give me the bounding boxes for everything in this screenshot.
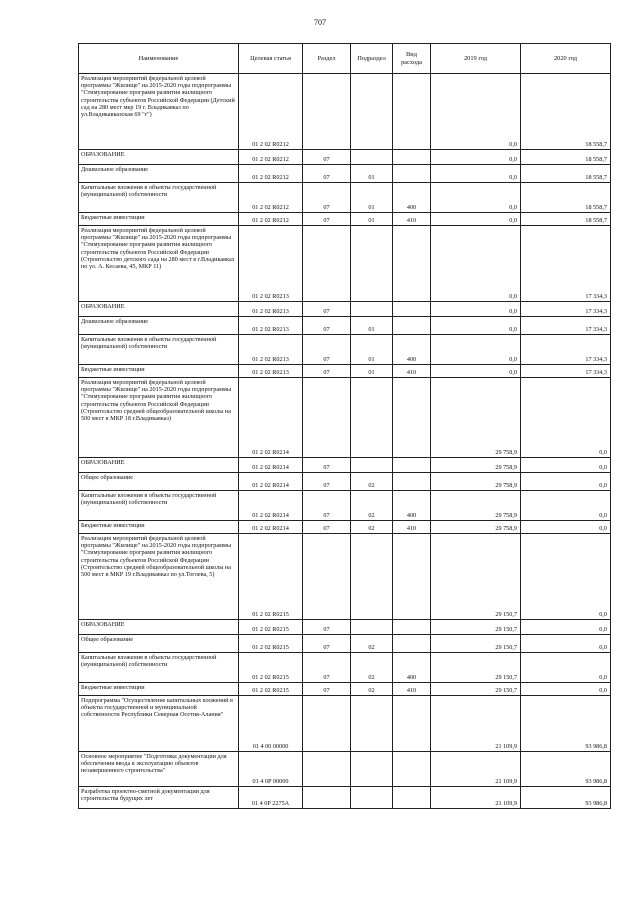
- cell-name: Дошкольное образование: [79, 317, 239, 335]
- cell-2020: 17 334,3: [521, 365, 611, 378]
- cell-section: 07: [303, 150, 351, 165]
- page-number: 707: [314, 18, 326, 27]
- cell-section: 07: [303, 302, 351, 317]
- cell-expense: 410: [393, 213, 431, 226]
- cell-section: [303, 696, 351, 752]
- cell-subsection: 02: [351, 635, 393, 653]
- cell-2019: 29 758,9: [431, 378, 521, 458]
- cell-section: 07: [303, 317, 351, 335]
- table-row: [79, 635, 611, 653]
- cell-section: [303, 752, 351, 787]
- table-row: [79, 534, 611, 620]
- col-header-2020: 2020 год: [521, 44, 611, 74]
- cell-2019: 0,0: [431, 226, 521, 302]
- table-row: [79, 653, 611, 683]
- cell-2019: 29 150,7: [431, 534, 521, 620]
- cell-target: 01 2 02 R0213: [239, 226, 303, 302]
- cell-expense: [393, 696, 431, 752]
- cell-name: ОБРАЗОВАНИЕ: [79, 150, 239, 165]
- cell-2019: 0,0: [431, 74, 521, 150]
- cell-2020: 0,0: [521, 491, 611, 521]
- table-row: [79, 317, 611, 335]
- cell-name: Бюджетные инвестиции: [79, 683, 239, 696]
- cell-2019: 21 109,9: [431, 752, 521, 787]
- col-header-target: Целевая статья: [239, 44, 303, 74]
- cell-2019: 0,0: [431, 183, 521, 213]
- cell-expense: [393, 752, 431, 787]
- cell-target: 01 2 02 R0215: [239, 683, 303, 696]
- cell-subsection: 01: [351, 213, 393, 226]
- cell-name: Разработка проектно-сметной документации для строительства будущих лет: [79, 787, 239, 809]
- cell-target: 01 2 02 R0215: [239, 635, 303, 653]
- table-row: [79, 183, 611, 213]
- cell-subsection: 01: [351, 335, 393, 365]
- cell-subsection: [351, 620, 393, 635]
- cell-name: Капитальные вложения в объекты государственной (муниципальной) собственности: [79, 183, 239, 213]
- cell-2020: 0,0: [521, 378, 611, 458]
- cell-2019: 29 150,7: [431, 635, 521, 653]
- cell-subsection: 01: [351, 317, 393, 335]
- cell-subsection: [351, 378, 393, 458]
- cell-2019: 29 150,7: [431, 653, 521, 683]
- cell-2020: 93 986,8: [521, 787, 611, 809]
- cell-expense: [393, 226, 431, 302]
- cell-name: Реализация мероприятий федеральной целевой программы "Жилище" на 2015-2020 годы подпрограммы "Стимулирование программ развития жилищного строительства субъектов Российской Федерации (Строительство средней общеобразовательной школы на 500 мест в МКР 19 г.Владикавказ по ул.Тогоева, 5): [79, 534, 239, 620]
- table-row: [79, 74, 611, 150]
- table-row: [79, 458, 611, 473]
- cell-2019: 0,0: [431, 365, 521, 378]
- cell-section: 07: [303, 473, 351, 491]
- cell-name: Капитальные вложения в объекты государственной (муниципальной) собственности: [79, 335, 239, 365]
- cell-section: 07: [303, 491, 351, 521]
- col-header-2019: 2019 год: [431, 44, 521, 74]
- table-row: [79, 620, 611, 635]
- table-row: [79, 521, 611, 534]
- table-row: [79, 226, 611, 302]
- cell-name: Бюджетные инвестиции: [79, 213, 239, 226]
- cell-subsection: 02: [351, 683, 393, 696]
- cell-name: ОБРАЗОВАНИЕ: [79, 620, 239, 635]
- cell-subsection: [351, 302, 393, 317]
- cell-name: Общее образование: [79, 635, 239, 653]
- cell-section: [303, 534, 351, 620]
- cell-2020: 93 986,8: [521, 696, 611, 752]
- cell-subsection: 02: [351, 521, 393, 534]
- table-row: [79, 213, 611, 226]
- cell-subsection: [351, 752, 393, 787]
- cell-subsection: [351, 458, 393, 473]
- cell-name: Реализация мероприятий федеральной целевой программы "Жилище" на 2015-2020 годы подпрограммы "Стимулирование программ развития жилищного строительства субъектов Российской Федерации (Детский сад на 280 мест мкр 19 г. Владикавказ по ул.Владикавказская 69 "г"): [79, 74, 239, 150]
- cell-target: 01 2 02 R0215: [239, 653, 303, 683]
- cell-target: 01 2 02 R0214: [239, 378, 303, 458]
- cell-2020: 0,0: [521, 458, 611, 473]
- cell-target: 01 2 02 R0214: [239, 491, 303, 521]
- cell-expense: [393, 74, 431, 150]
- cell-section: [303, 378, 351, 458]
- cell-expense: [393, 787, 431, 809]
- cell-expense: 410: [393, 521, 431, 534]
- table-row: [79, 302, 611, 317]
- cell-2019: 0,0: [431, 317, 521, 335]
- cell-target: 01 2 02 R0212: [239, 165, 303, 183]
- cell-subsection: [351, 696, 393, 752]
- cell-2020: 18 558,7: [521, 74, 611, 150]
- table-row: [79, 491, 611, 521]
- cell-2019: 29 758,9: [431, 458, 521, 473]
- cell-section: [303, 787, 351, 809]
- cell-name: Дошкольное образование: [79, 165, 239, 183]
- cell-name: Реализация мероприятий федеральной целевой программы "Жилище" на 2015-2020 годы подпрограммы "Стимулирование программ развития жилищного строительства субъектов Российской Федерации (Строительство детского сада на 280 мест в г.Владикавказ по ул. А. Кесаева, 45, МКР 11): [79, 226, 239, 302]
- cell-section: 07: [303, 635, 351, 653]
- cell-2020: 0,0: [521, 534, 611, 620]
- cell-section: [303, 226, 351, 302]
- cell-subsection: 02: [351, 491, 393, 521]
- cell-2020: 18 558,7: [521, 213, 611, 226]
- cell-target: 01 2 02 R0215: [239, 534, 303, 620]
- cell-name: ОБРАЗОВАНИЕ: [79, 458, 239, 473]
- cell-2019: 0,0: [431, 213, 521, 226]
- table-row: [79, 473, 611, 491]
- cell-2019: 0,0: [431, 150, 521, 165]
- cell-name: Общее образование: [79, 473, 239, 491]
- table-row: [79, 335, 611, 365]
- table-row: [79, 696, 611, 752]
- table-header-row: [79, 44, 611, 74]
- cell-expense: [393, 534, 431, 620]
- cell-2019: 29 758,9: [431, 473, 521, 491]
- cell-target: 01 2 02 R0212: [239, 213, 303, 226]
- cell-section: 07: [303, 183, 351, 213]
- cell-section: [303, 74, 351, 150]
- cell-expense: [393, 635, 431, 653]
- cell-target: 01 2 02 R0212: [239, 150, 303, 165]
- cell-subsection: 01: [351, 365, 393, 378]
- cell-name: Основное мероприятие "Подготовка документации для обеспечения ввода в эксплуатацию объектов незавершенного строительства": [79, 752, 239, 787]
- cell-name: Реализация мероприятий федеральной целевой программы "Жилище" на 2015-2020 годы подпрограммы "Стимулирование программ развития жилищного строительства субъектов Российской Федерации (Строительство средней общеобразовательной школы на 500 мест в МКР 18 г.Владикавказ): [79, 378, 239, 458]
- table-row: [79, 378, 611, 458]
- table-row: [79, 150, 611, 165]
- cell-expense: 400: [393, 183, 431, 213]
- cell-expense: 400: [393, 653, 431, 683]
- cell-subsection: [351, 74, 393, 150]
- cell-2020: 17 334,3: [521, 335, 611, 365]
- cell-2019: 29 758,9: [431, 521, 521, 534]
- cell-section: 07: [303, 365, 351, 378]
- cell-name: Капитальные вложения в объекты государственной (муниципальной) собственности: [79, 491, 239, 521]
- table-row: [79, 752, 611, 787]
- cell-target: 01 2 02 R0214: [239, 521, 303, 534]
- cell-target: 01 4 0Р 2275А: [239, 787, 303, 809]
- cell-name: Бюджетные инвестиции: [79, 521, 239, 534]
- table-body: [79, 74, 611, 809]
- cell-2020: 93 986,8: [521, 752, 611, 787]
- cell-section: 07: [303, 683, 351, 696]
- cell-subsection: 01: [351, 183, 393, 213]
- cell-2020: 0,0: [521, 521, 611, 534]
- cell-2020: 17 334,3: [521, 226, 611, 302]
- cell-expense: [393, 302, 431, 317]
- cell-subsection: [351, 226, 393, 302]
- cell-target: 01 2 02 R0213: [239, 317, 303, 335]
- cell-name: Подпрограмма "Осуществление капитальных вложений в объекты государственной и муниципальной собственности Республики Северная Осетия-Алания": [79, 696, 239, 752]
- table-row: [79, 165, 611, 183]
- cell-2020: 0,0: [521, 653, 611, 683]
- cell-subsection: [351, 787, 393, 809]
- cell-target: 01 2 02 R0215: [239, 620, 303, 635]
- cell-target: 01 4 0Р 00000: [239, 752, 303, 787]
- budget-table: [78, 43, 611, 809]
- cell-section: 07: [303, 213, 351, 226]
- cell-2020: 0,0: [521, 683, 611, 696]
- cell-subsection: 02: [351, 653, 393, 683]
- table-row: [79, 683, 611, 696]
- cell-2019: 29 758,9: [431, 491, 521, 521]
- cell-2019: 21 109,9: [431, 696, 521, 752]
- cell-expense: [393, 620, 431, 635]
- cell-target: 01 2 02 R0213: [239, 335, 303, 365]
- col-header-expense: Вид расхода: [393, 44, 431, 74]
- col-header-name: Наименование: [79, 44, 239, 74]
- cell-target: 01 2 02 R0214: [239, 458, 303, 473]
- cell-2019: 0,0: [431, 302, 521, 317]
- cell-target: 01 4 00 00000: [239, 696, 303, 752]
- cell-target: 01 2 02 R0212: [239, 74, 303, 150]
- cell-name: Капитальные вложения в объекты государственной (муниципальной) собственности: [79, 653, 239, 683]
- cell-target: 01 2 02 R0213: [239, 365, 303, 378]
- cell-target: 01 2 02 R0214: [239, 473, 303, 491]
- cell-2020: 18 558,7: [521, 165, 611, 183]
- cell-expense: [393, 378, 431, 458]
- cell-expense: 400: [393, 335, 431, 365]
- cell-2020: 18 558,7: [521, 183, 611, 213]
- col-header-subsection: Подраздел: [351, 44, 393, 74]
- cell-section: 07: [303, 653, 351, 683]
- cell-2019: 0,0: [431, 335, 521, 365]
- cell-section: 07: [303, 458, 351, 473]
- cell-section: 07: [303, 335, 351, 365]
- cell-expense: [393, 317, 431, 335]
- cell-2019: 29 150,7: [431, 683, 521, 696]
- cell-2019: 0,0: [431, 165, 521, 183]
- cell-section: 07: [303, 165, 351, 183]
- cell-subsection: 02: [351, 473, 393, 491]
- cell-expense: 410: [393, 365, 431, 378]
- cell-2020: 17 334,3: [521, 302, 611, 317]
- cell-2019: 21 109,9: [431, 787, 521, 809]
- cell-2020: 17 334,3: [521, 317, 611, 335]
- cell-subsection: [351, 150, 393, 165]
- cell-expense: [393, 458, 431, 473]
- cell-section: 07: [303, 620, 351, 635]
- cell-expense: 410: [393, 683, 431, 696]
- col-header-section: Раздел: [303, 44, 351, 74]
- cell-2020: 0,0: [521, 620, 611, 635]
- cell-subsection: 01: [351, 165, 393, 183]
- cell-expense: 400: [393, 491, 431, 521]
- cell-name: Бюджетные инвестиции: [79, 365, 239, 378]
- cell-2020: 0,0: [521, 473, 611, 491]
- cell-section: 07: [303, 521, 351, 534]
- cell-target: 01 2 02 R0212: [239, 183, 303, 213]
- cell-2019: 29 150,7: [431, 620, 521, 635]
- table-row: [79, 365, 611, 378]
- cell-expense: [393, 473, 431, 491]
- table-row: [79, 787, 611, 809]
- cell-2020: 0,0: [521, 635, 611, 653]
- cell-expense: [393, 165, 431, 183]
- cell-target: 01 2 02 R0213: [239, 302, 303, 317]
- cell-subsection: [351, 534, 393, 620]
- cell-2020: 18 558,7: [521, 150, 611, 165]
- cell-name: ОБРАЗОВАНИЕ: [79, 302, 239, 317]
- cell-expense: [393, 150, 431, 165]
